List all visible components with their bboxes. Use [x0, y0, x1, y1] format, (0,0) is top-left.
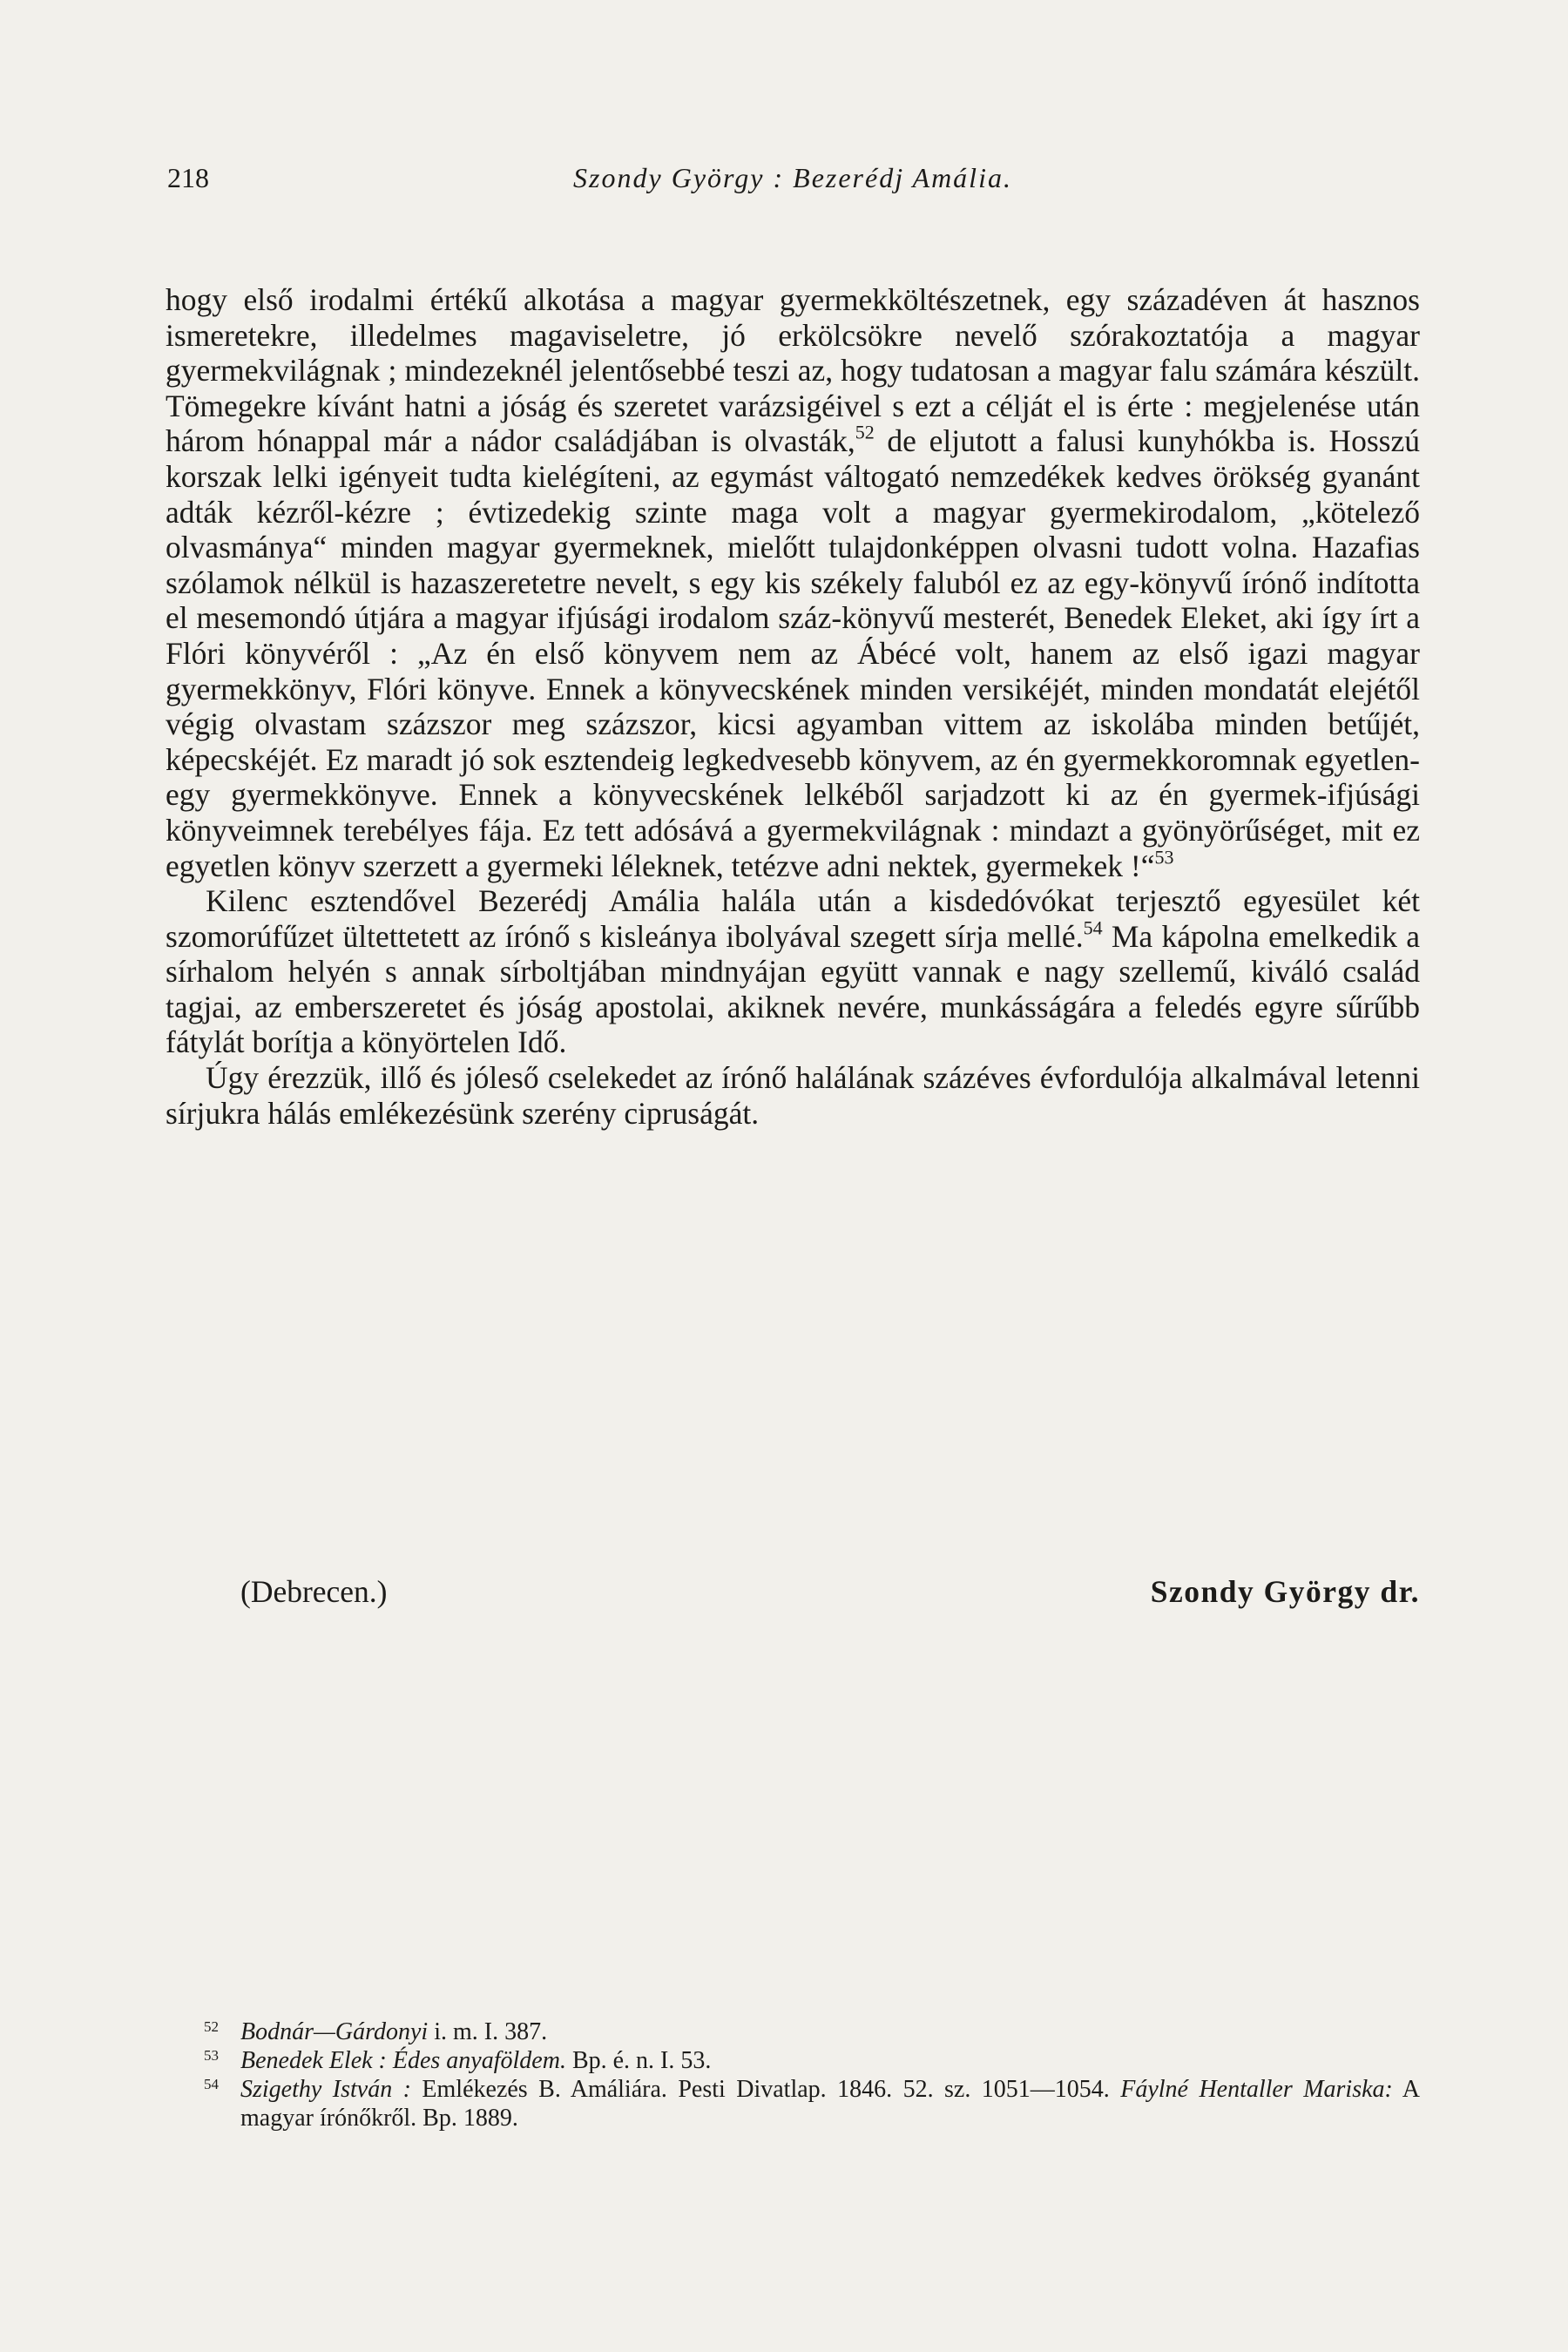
paragraph-2: [166, 883, 1420, 1060]
footnote-ref-53: 53: [1154, 846, 1174, 868]
footnote-source: Benedek Elek : Édes anyaföldem.: [240, 2047, 566, 2074]
body-text: [166, 282, 1420, 1131]
place-of-writing: (Debrecen.): [240, 1574, 388, 1609]
footnote-ref-52: 52: [855, 422, 875, 444]
footnote-53: 53 Benedek Elek : Édes anyaföldem. Bp. é. n. I. 53.: [204, 2046, 712, 2074]
footnote-source: Fáylné Hentaller Mariska:: [1120, 2076, 1393, 2103]
paragraph-text: hogy első irodalmi értékű alkotása a magyar gyermekköltészetnek, egy századéven át hasznos ismeretekre, illedelmes magaviseletre, jó erkölcsökre nevelő szórakoztatója a magyar gyermekvilágnak ; mindezeknél jelentősebbé teszi az, hogy tudatosan a magyar falu számára készült. Tömegekre kívánt hatni a jóság és szeretet varázsigéivel s ezt a célját el is érte : megjelenése után három hónappal már a nádor családjában is olvasták,: [166, 282, 1420, 459]
footnote-source: Szigethy István :: [240, 2076, 411, 2103]
footnotes: [166, 2017, 1420, 2132]
footnote-text: Bp. é. n. I. 53.: [565, 2047, 712, 2074]
paragraph-text: Úgy érezzük, illő és jóleső cselekedet az írónő halálának százéves évfordulója alkalmával letenni sírjukra hálás emlékezésünk szerény cipruságát.: [166, 1060, 1420, 1131]
paragraph-text: Ma kápolna emelkedik a sírhalom helyén s annak sírboltjában mindnyájan együtt vannak e nagy szellemű, kiváló család tagjai, az emberszeretet és jóság apostolai, akiknek nevére, munkásságára a feledés egyre sűrűbb fátylát borítja a könyörtelen Idő.: [166, 918, 1420, 1060]
page-header: [166, 162, 1420, 202]
page-number: 218: [167, 162, 209, 193]
footnote-text: i. m. I. 387.: [428, 2018, 548, 2045]
footnote-text: Emlékezés B. Amáliára. Pesti Divatlap. 1846. 52. sz. 1051—1054.: [410, 2076, 1121, 2103]
paragraph-1: [166, 282, 1420, 883]
footnote-52: 52 Bodnár—Gárdonyi i. m. I. 387.: [204, 2017, 548, 2045]
paragraph-3: [166, 1060, 1420, 1131]
footnote-source: Bodnár—Gárdonyi: [240, 2018, 429, 2045]
author-signature: Szondy György dr.: [1150, 1574, 1420, 1609]
paragraph-text: Kilenc esztendővel Bezerédj Amália halála után a kisdedóvókat terjesztő egyesület két szomorúfűzet ültettetett az írónő s kisleánya ibolyával szegett sírja mellé.: [166, 883, 1420, 954]
footnote-text: A magyar írónőkről. Bp. 1889.: [240, 2076, 1420, 2132]
running-title: Szondy György : Bezerédj Amália.: [573, 162, 1012, 193]
signature-line: [166, 1573, 1420, 1612]
footnote-ref-54: 54: [1083, 916, 1103, 939]
footnote-54: 54 Szigethy István : Emlékezés B. Amáliára. Pesti Divatlap. 1846. 52. sz. 1051—1054. Fáylné Hentaller Mariska: A magyar írónőkről. Bp. 1889.: [204, 2075, 1420, 2132]
paragraph-text: de eljutott a falusi kunyhókba is. Hosszú korszak lelki igényeit tudta kielégíteni, az egymást váltogató nemzedékek kedves örökség gyanánt adták kézről-kézre ; évtizedekig szinte maga volt a magyar gyermekirodalom, „kötelező olvasmánya“ minden magyar gyermeknek, mielőtt tulajdonképpen olvasni tudott volna. Hazafias szólamok nélkül is hazaszeretetre nevelt, s egy kis székely faluból ez az egy-könyvű írónő indította el mesemondó útjára a magyar ifjúsági irodalom száz-könyvű mesterét, Benedek Eleket, aki így írt a Flóri könyvéről : „Az én első könyvem nem az Ábécé volt, hanem az első igazi magyar gyermekkönyv, Flóri könyve. Ennek a könyvecskének minden versikéjét, minden mondatát elejétől végig olvastam százszor meg százszor, kicsi agyamban vittem az iskolába minden betűjét, képecskéjét. Ez maradt jó sok esztendeig legkedvesebb könyvem, az én gyermekkoromnak egyetlen-egy gyermekkönyve. Ennek a könyvecskének lelkéből sarjadzott ki az én gyermek-ifjúsági könyveimnek terebélyes fája. Ez tett adósává a gyermekvilágnak : mindazt a gyönyörűséget, mit ez egyetlen könyv szerzett a gyermeki léleknek, tetézve adni nektek, gyermekek !“: [166, 423, 1420, 883]
